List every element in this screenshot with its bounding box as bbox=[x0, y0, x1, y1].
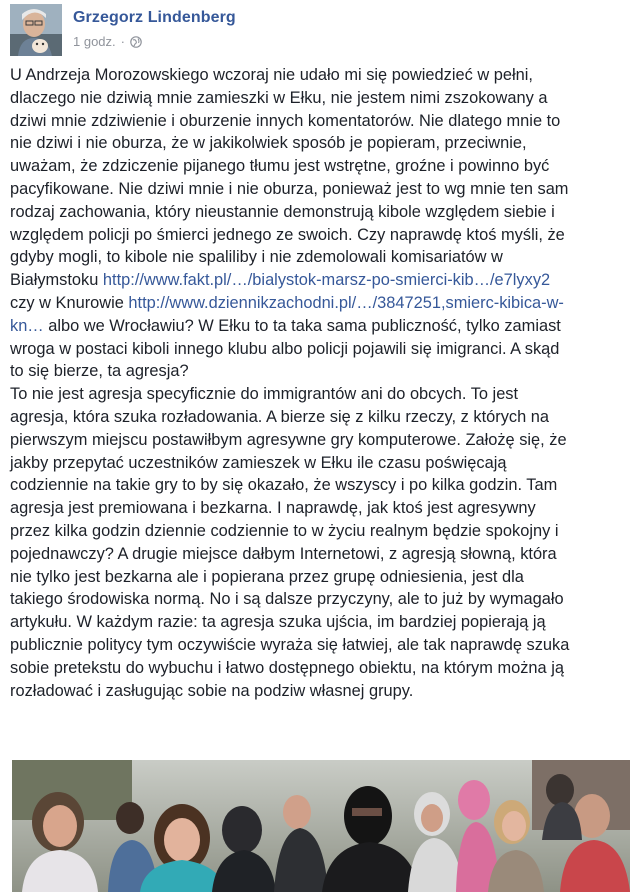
text-line: takiego środowiska normą. No i są dalsze przyczyny, ale to już by wymagało bbox=[10, 590, 564, 609]
text-line: sobie pretekstu do wybuchu i łatwo dostępnego obiektu, na którym można ją bbox=[10, 658, 564, 677]
crowd-photo-icon bbox=[12, 760, 630, 892]
text-line: pierwszym miejscu postawiłbym agresywne gry komputerowe. Założę się, że bbox=[10, 430, 567, 449]
text-line: to się bierze, ta agresja? bbox=[10, 362, 189, 381]
fakt-link[interactable]: http://www.fakt.pl/…/bialystok-marsz-po-smierci-kib…/e7lyxy2 bbox=[102, 271, 551, 290]
text-line: rozładować i zasługując sobie na podziw własnej grupy. bbox=[10, 681, 414, 700]
text-line: gdyby mogli, to kibole nie spaliliby i nie zdemolowali komisariatów w bbox=[10, 248, 503, 267]
text-line: przez kilka godzin dziennie codziennie to w życiu realnym będzie spokojny i bbox=[10, 521, 559, 540]
text-line: nie tylko jest bezkarna ale i popierana przez grupę odniesienia, jest dla bbox=[10, 567, 524, 586]
link-line-prefix: Białymstoku bbox=[10, 271, 103, 290]
text-line: względem policji po śmierci jednego ze swoich. Czy naprawdę ktoś myśli, że bbox=[10, 225, 565, 244]
text-line-with-link bbox=[10, 315, 632, 338]
link-line-suffix: albo we Wrocławiu? W Ełku to ta taka sama publiczność, tylko zamiast bbox=[43, 316, 561, 335]
author-avatar[interactable] bbox=[10, 4, 62, 56]
post-timestamp[interactable]: 1 godz. bbox=[73, 34, 116, 49]
link-line-prefix: czy w Knurowie bbox=[10, 293, 129, 312]
dziennik-link[interactable]: http://www.dziennikzachodni.pl/…/3847251,smierc-kibica-w- bbox=[128, 293, 564, 312]
text-line: artykułu. W każdym razie: ta agresja szuka ujścia, im bardziej popierają ją bbox=[10, 613, 546, 632]
post-photo[interactable] bbox=[12, 760, 630, 892]
text-line: codziennie na takie gry to by się okazało, że wszyscy i po kilka godzin. Tam bbox=[10, 476, 558, 495]
globe-icon[interactable] bbox=[130, 36, 142, 48]
text-line: publicznie politycy tym oczywiście wyraża się łatwiej, ale tak naprawdę szuka bbox=[10, 635, 570, 654]
text-line: jakby przepytać uczestników zamieszek w Ełku ile czasu poświęcają bbox=[10, 453, 507, 472]
text-line: dziwi mnie zdziwienie i oburzenie innych komentatorów. Nie dlatego mnie to bbox=[10, 111, 561, 130]
text-line: pojednawczy? A drugie miejsce dałbym Internetowi, z agresją słowną, która bbox=[10, 544, 557, 563]
text-line: To nie jest agresja specyficznie do immigrantów ani do obcych. To jest bbox=[10, 385, 519, 404]
text-line: agresja jest premiowana i bezkarna. I naprawdę, jak ktoś jest agresywny bbox=[10, 499, 536, 518]
text-line-with-link bbox=[10, 292, 632, 315]
text-line: U Andrzeja Morozowskiego wczoraj nie udało mi się powiedzieć w pełni, bbox=[10, 66, 533, 84]
text-line: rodzaj zachowania, który nieustannie demonstrują kibole względem siebie i bbox=[10, 202, 555, 221]
text-line: uważam, że zdziczenie pijanego tłumu jest wstrętne, groźne i powinno być bbox=[10, 157, 550, 176]
text-line: nie dziwi i nie oburza, że w jakikolwiek sposób je popieram, przeciwnie, bbox=[10, 134, 527, 153]
post-text bbox=[10, 64, 632, 702]
post-header bbox=[10, 4, 610, 56]
text-line: wroga w postaci kiboli innego klubu albo policji pojawili się imigranci. A skąd bbox=[10, 339, 560, 358]
text-line-with-link bbox=[10, 269, 632, 292]
meta-separator: · bbox=[120, 34, 125, 49]
dziennik-link-continued[interactable]: kn… bbox=[10, 316, 44, 335]
post-meta bbox=[73, 34, 142, 49]
text-line: agresja, która szuka rozładowania. A bierze się z kilku rzeczy, z których na bbox=[10, 407, 550, 426]
text-line: dlaczego nie dziwią mnie zamieszki w Ełku, nie jestem nimi zszokowany a bbox=[10, 88, 548, 107]
avatar-photo-icon bbox=[10, 4, 62, 56]
text-line: pacyfikowane. Nie dziwi mnie i nie oburza, ponieważ jest to wg mnie ten sam bbox=[10, 179, 569, 198]
author-name[interactable]: Grzegorz Lindenberg bbox=[73, 9, 236, 26]
